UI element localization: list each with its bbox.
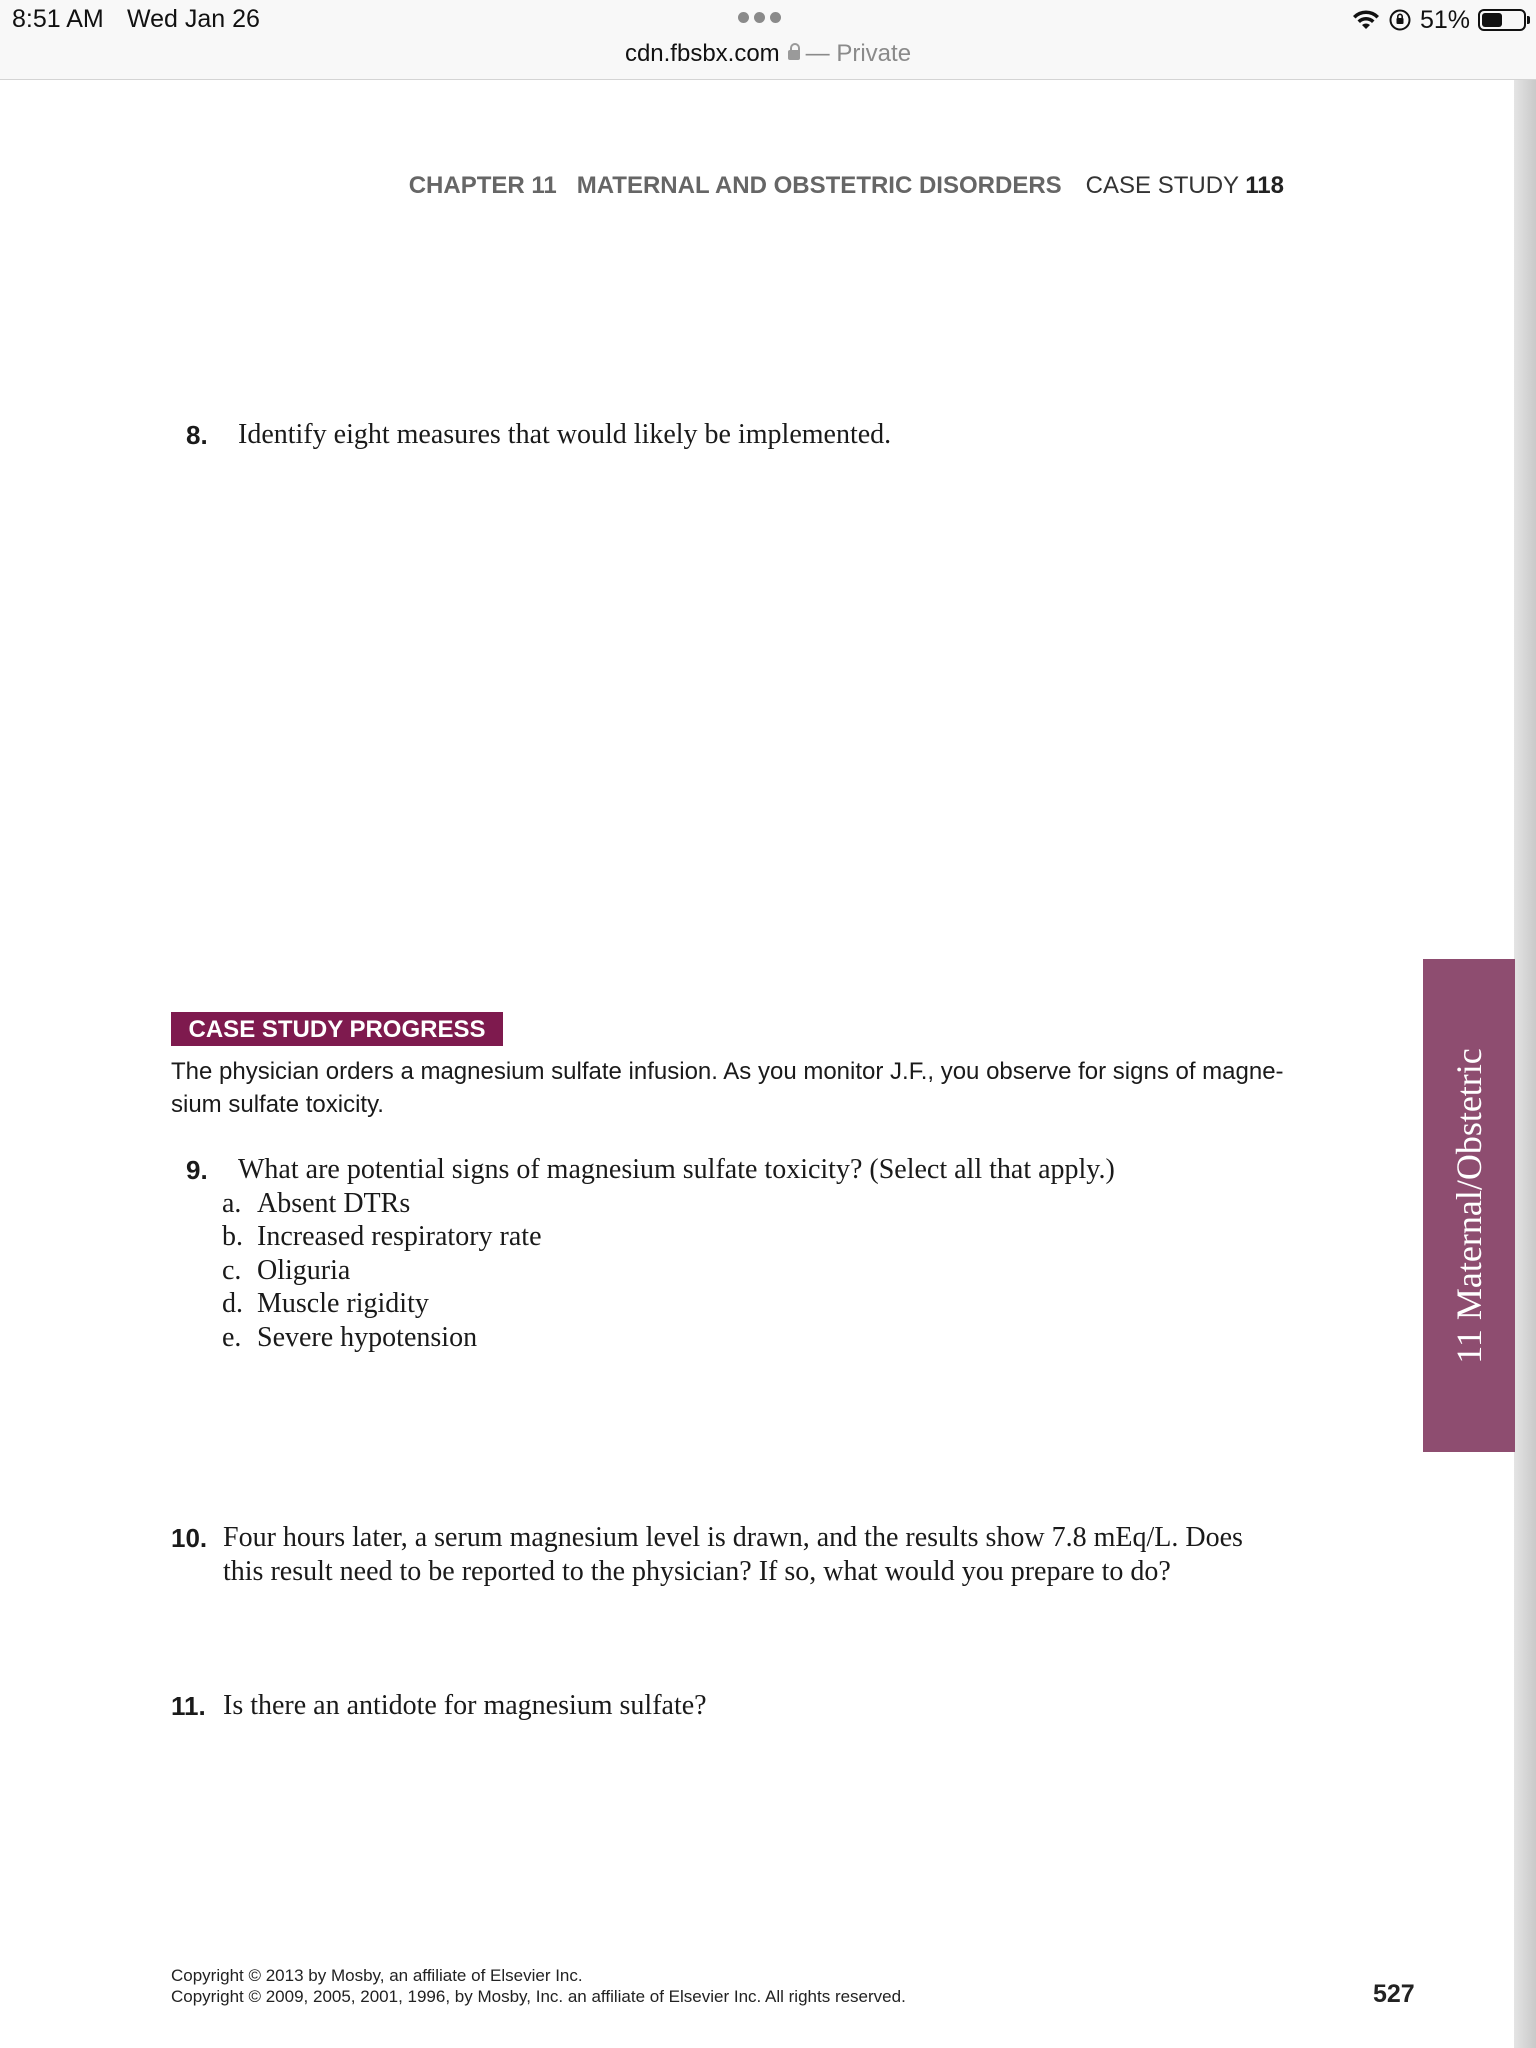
option-letter: c. xyxy=(222,1254,242,1286)
question-number: 11. xyxy=(171,1691,206,1721)
option-text: Oliguria xyxy=(257,1254,351,1286)
copyright-notice xyxy=(171,1965,906,2007)
question-number: 10. xyxy=(171,1523,208,1553)
battery-percent: 51% xyxy=(1419,5,1470,34)
option-letter: a. xyxy=(222,1188,242,1219)
question-text: Identify eight measures that would likely be implemented. xyxy=(238,419,892,450)
option-a xyxy=(222,1187,542,1220)
chapter-side-tab xyxy=(1423,959,1515,1452)
question-10 xyxy=(171,1521,1243,1587)
option-letter: e. xyxy=(222,1321,242,1353)
option-letter: d. xyxy=(222,1288,243,1320)
question-number: 8. xyxy=(186,420,208,450)
option-text: Severe hypotension xyxy=(257,1321,478,1353)
case-study-number: 118 xyxy=(1245,172,1284,199)
private-label: — Private xyxy=(805,40,912,67)
case-study-label: CASE STUDY xyxy=(1085,172,1239,199)
question-11 xyxy=(171,1689,707,1724)
progress-line-2: sium sulfate toxicity. xyxy=(171,1091,384,1118)
option-text: Absent DTRs xyxy=(257,1188,411,1219)
option-e xyxy=(222,1321,542,1354)
orientation-lock-icon xyxy=(1388,8,1412,32)
case-study-progress-label: CASE STUDY PROGRESS xyxy=(171,1012,503,1046)
question-number: 9. xyxy=(186,1155,208,1185)
copyright-line-1: Copyright © 2013 by Mosby, an affiliate of Elsevier Inc. xyxy=(171,1966,583,1985)
chapter-label: CHAPTER 11 xyxy=(408,172,557,199)
option-d xyxy=(222,1287,542,1320)
status-date: Wed Jan 26 xyxy=(127,5,260,33)
more-options-icon[interactable] xyxy=(738,10,790,24)
wifi-icon xyxy=(1352,9,1380,31)
option-text: Muscle rigidity xyxy=(257,1288,429,1320)
status-bar xyxy=(0,0,1536,80)
question-9 xyxy=(186,1153,1115,1188)
option-b xyxy=(222,1220,542,1253)
option-c xyxy=(222,1254,542,1287)
status-indicators xyxy=(1352,5,1526,35)
running-head xyxy=(0,172,1284,200)
question-text: What are potential signs of magnesium sulfate toxicity? (Select all that apply.) xyxy=(238,1154,1115,1185)
option-letter: b. xyxy=(222,1221,243,1253)
status-time: 8:51 AM xyxy=(12,5,104,33)
question-text: Is there an antidote for magnesium sulfate? xyxy=(223,1690,707,1721)
question-line-1: Four hours later, a serum magnesium level is drawn, and the results show 7.8 mEq/L. Does xyxy=(223,1522,1243,1553)
side-tab-label: 11 Maternal/Obstetric xyxy=(1449,1047,1489,1364)
option-text: Increased respiratory rate xyxy=(257,1221,542,1253)
battery-fill xyxy=(1482,13,1502,27)
progress-line-1: The physician orders a magnesium sulfate infusion. As you monitor J.F., you observe for signs of magne- xyxy=(171,1058,1284,1085)
lock-icon xyxy=(788,50,800,60)
address-bar[interactable] xyxy=(0,40,1536,68)
question-text xyxy=(223,1521,1243,1589)
question-8 xyxy=(186,418,892,453)
copyright-line-2: Copyright © 2009, 2005, 2001, 1996, by Mosby, Inc. an affiliate of Elsevier Inc. All rights reserved. xyxy=(171,1987,906,2006)
url-text: cdn.fbsbx.com xyxy=(624,40,780,67)
page-number: 527 xyxy=(1373,1980,1415,2008)
question-9-options xyxy=(222,1187,542,1354)
chapter-title: MATERNAL AND OBSTETRIC DISORDERS xyxy=(576,172,1062,199)
case-study-progress-text xyxy=(171,1055,1301,1121)
question-line-2: this result need to be reported to the physician? If so, what would you prepare to do? xyxy=(223,1556,1171,1587)
battery-icon xyxy=(1478,9,1526,31)
page-edge xyxy=(1514,80,1536,2048)
